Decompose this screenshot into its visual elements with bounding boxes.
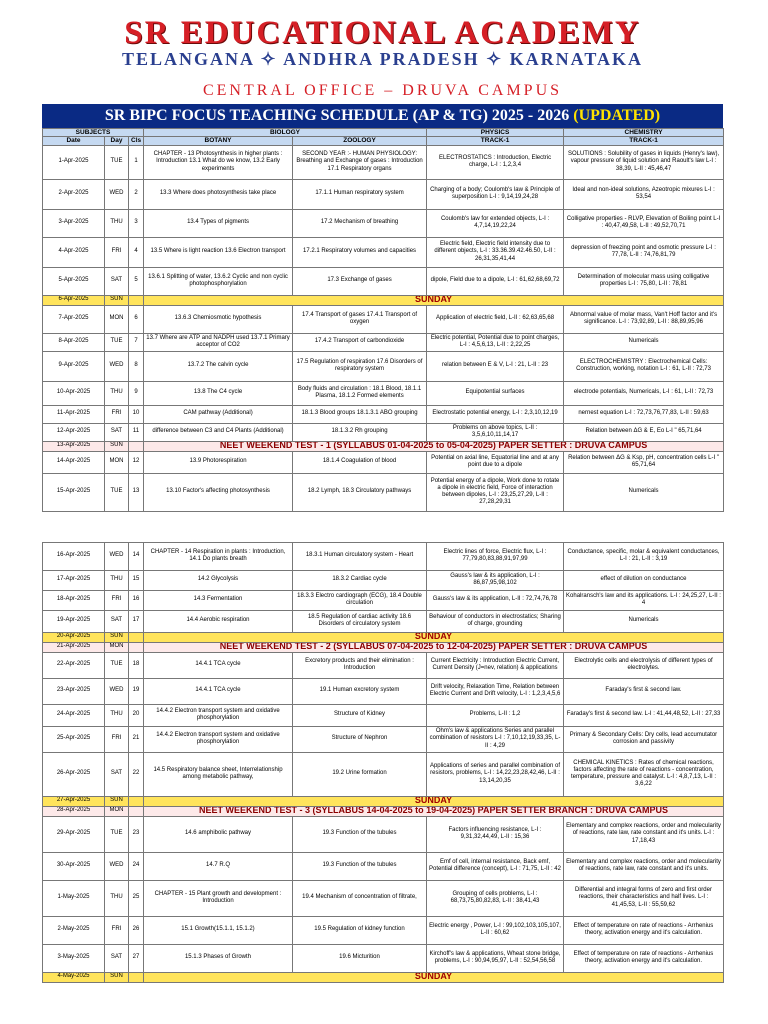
chemistry-cell: SOLUTIONS : Solubility of gases in liquids (Henry's law), vapour pressure of liquid solution and Raoult's law L-I : 38,39, L-II : 45,46,47 [564, 145, 724, 179]
physics-cell: Emf of cell, internal resistance, Back emf, Potential difference (concept), L-I : 71,75, L-II : 42 [427, 852, 564, 880]
date-cell: 16-Apr-2025 [43, 542, 105, 570]
weekend-test-row [43, 642, 724, 652]
cls-cell: 3 [129, 209, 144, 237]
cls-header: Cls [129, 137, 144, 145]
sunday-label: SUNDAY [144, 796, 724, 806]
day-cell: SUN [105, 295, 129, 305]
physics-cell: Electric lines of force, Electric flux, L-I : 77,79,80,83,88,91,97,99 [427, 542, 564, 570]
botany-cell: 14.6 amphibolic pathway [144, 816, 293, 852]
botany-cell: 13.9 Photorespiration [144, 451, 293, 473]
table-row [43, 726, 724, 752]
chemistry-cell: nernest equation L-I : 72,73,76,77,83, L-II : 59,63 [564, 405, 724, 423]
day-cell: THU [105, 704, 129, 726]
date-cell: 3-Apr-2025 [43, 209, 105, 237]
botany-cell: 14.4.1 TCA cycle [144, 652, 293, 678]
zoology-cell: 18.1.3.2 Rh grouping [293, 423, 427, 441]
day-cell: FRI [105, 916, 129, 944]
day-cell: FRI [105, 590, 129, 610]
zoology-cell: 19.2 Urine formation [293, 752, 427, 796]
table-row [43, 752, 724, 796]
physics-cell: Problems on above topics, L-II : 3,5,6,10,11,14,17 [427, 423, 564, 441]
schedule-table-2 [42, 542, 724, 983]
chemistry-cell: Numericals [564, 333, 724, 351]
cls-cell: 18 [129, 652, 144, 678]
table-row [43, 305, 724, 333]
physics-cell: Problems, L-II : 1,2 [427, 704, 564, 726]
cls-cell: 21 [129, 726, 144, 752]
date-cell: 23-Apr-2025 [43, 678, 105, 704]
date-cell: 2-May-2025 [43, 916, 105, 944]
table-row [43, 267, 724, 295]
cls-cell [129, 632, 144, 642]
physics-cell: Kirchoff's law & applications, Wheat stone bridge, problems, L-I : 90,94,95,97, L-II : 52,54,56,58 [427, 944, 564, 972]
date-header: Date [43, 137, 105, 145]
day-cell: SUN [105, 972, 129, 982]
date-cell: 25-Apr-2025 [43, 726, 105, 752]
date-cell: 7-Apr-2025 [43, 305, 105, 333]
physics-cell: Gauss's law & its application, L-II : 72,74,76,78 [427, 590, 564, 610]
cls-cell: 14 [129, 542, 144, 570]
botany-cell: 13.10 Factor's affecting photosynthesis [144, 473, 293, 511]
page-break-gap [42, 512, 723, 542]
table-row [43, 237, 724, 267]
cls-cell: 26 [129, 916, 144, 944]
zoology-cell: 18.2 Lymph, 18.3 Circulatory pathways [293, 473, 427, 511]
physics-cell: Charging of a body; Coulomb's law & Principle of superposition L-I : 9,14,19,24,28 [427, 179, 564, 209]
table-row [43, 423, 724, 441]
date-cell: 4-Apr-2025 [43, 237, 105, 267]
day-cell: FRI [105, 237, 129, 267]
cls-cell: 12 [129, 451, 144, 473]
physics-cell: Electrostatic potential energy, L-I : 2,3,10,12,19 [427, 405, 564, 423]
botany-cell: CAM pathway (Additional) [144, 405, 293, 423]
table-row [43, 678, 724, 704]
date-cell: 27-Apr-2025 [43, 796, 105, 806]
day-cell: SAT [105, 610, 129, 632]
cls-cell [129, 972, 144, 982]
botany-cell: 15.1 Growth(15.1.1, 15.1.2) [144, 916, 293, 944]
day-cell: SUN [105, 441, 129, 451]
physics-cell: Factors influencing resistance, L-I : 9,31,32,44,49, L-II : 15,36 [427, 816, 564, 852]
cls-cell: 11 [129, 423, 144, 441]
date-cell: 28-Apr-2025 [43, 806, 105, 816]
botany-header: BOTANY [144, 137, 293, 145]
zoology-cell: 17.4.2 Transport of carbondioxide [293, 333, 427, 351]
weekend-test-row [43, 806, 724, 816]
day-cell: TUE [105, 145, 129, 179]
cls-cell: 7 [129, 333, 144, 351]
zoology-cell: 18.3.3 Electro cardiograph (ECG), 18.4 Double circulation [293, 590, 427, 610]
zoology-cell: Structure of Nephron [293, 726, 427, 752]
cls-cell: 17 [129, 610, 144, 632]
physics-cell: Coulomb's law for extended objects, L-I : 4,7,14,19,22,24 [427, 209, 564, 237]
chemistry-cell: Kohalransch's law and its applications. L-I : 24,25,27, L-II : 4 [564, 590, 724, 610]
chemistry-cell: Relation between ΔG & Ksp, pH, concentration cells L-I " 65,71,64 [564, 451, 724, 473]
chemistry-cell: Conductance, specific, molar & equivalent conductances, L-I : 21, L-II : 3,19 [564, 542, 724, 570]
physics-track-header: TRACK-1 [427, 137, 564, 145]
zoology-cell: 19.5 Regulation of kidney function [293, 916, 427, 944]
chemistry-cell: Numericals [564, 610, 724, 632]
date-cell: 2-Apr-2025 [43, 179, 105, 209]
table-row [43, 542, 724, 570]
day-cell: THU [105, 570, 129, 590]
cls-cell: 24 [129, 852, 144, 880]
chemistry-cell: Differential and integral forms of zero and first order reactions, their characteristics and half lives. L-I : 41,45,53, L-II : 55,59,62 [564, 880, 724, 916]
chemistry-cell: Numericals [564, 473, 724, 511]
biology-header: BIOLOGY [144, 129, 427, 137]
date-cell: 8-Apr-2025 [43, 333, 105, 351]
physics-header: PHYSICS [427, 129, 564, 137]
chemistry-cell: Ideal and non-ideal solutions, Azeotropic mixures L-I : 53,54 [564, 179, 724, 209]
sunday-row [43, 796, 724, 806]
academy-banner [42, 16, 723, 78]
table-row [43, 351, 724, 381]
cls-cell: 1 [129, 145, 144, 179]
physics-cell: ELECTROSTATICS : Introduction, Electric charge, L-I : 1,2,3,4 [427, 145, 564, 179]
date-cell: 5-Apr-2025 [43, 267, 105, 295]
botany-cell: 13.6.3 Chemiosmotic hypothesis [144, 305, 293, 333]
physics-cell: Grouping of cells problems, L-I : 68,73,75,80,82,83, L-II : 38,41,43 [427, 880, 564, 916]
schedule-title [42, 104, 723, 128]
day-cell: MON [105, 305, 129, 333]
chemistry-cell: Abnormal value of molar mass, Van't Hoff factor and it's significance. L-I : 73,92,89, L-II : 88,89,95,96 [564, 305, 724, 333]
date-cell: 14-Apr-2025 [43, 451, 105, 473]
physics-cell: Equipotential surfaces [427, 381, 564, 405]
chemistry-cell: electrode potentials, Numericals, L-I : 61, L-II : 72,73 [564, 381, 724, 405]
weekend-test-label: NEET WEEKEND TEST - 1 (SYLLABUS 01-04-2025 to 05-04-2025) PAPER SETTER : DRUVA CAMPUS [144, 441, 724, 451]
zoology-cell: 18.1.4 Coagulation of blood [293, 451, 427, 473]
botany-cell: 13.4 Types of pigments [144, 209, 293, 237]
zoology-cell: 18.5 Regulation of cardiac activity 18.6 Disorders of circulatory system [293, 610, 427, 632]
date-cell: 20-Apr-2025 [43, 632, 105, 642]
day-cell: TUE [105, 473, 129, 511]
cls-cell: 8 [129, 351, 144, 381]
physics-cell: Behaviour of conductors in electrostatics; Sharing of charge, grounding [427, 610, 564, 632]
botany-cell: 14.4.1 TCA cycle [144, 678, 293, 704]
botany-cell: 13.8 The C4 cycle [144, 381, 293, 405]
day-cell: FRI [105, 726, 129, 752]
physics-cell: Electric potential, Potential due to point charges, L-I : 4,5,6,13, L-II : 2,22,25 [427, 333, 564, 351]
table-row [43, 610, 724, 632]
schedule-table-1 [42, 128, 724, 512]
date-cell: 1-May-2025 [43, 880, 105, 916]
sunday-row [43, 632, 724, 642]
chemistry-cell: Relation between ΔG & E, Eo L-I " 65,71,64 [564, 423, 724, 441]
cls-cell [129, 796, 144, 806]
chemistry-cell: Primary & Secondary Cells: Dry cells, lead accumutator corrosion and passivity [564, 726, 724, 752]
date-cell: 29-Apr-2025 [43, 816, 105, 852]
zoology-cell: 17.4 Transport of gases 17.4.1 Transport of oxygen [293, 305, 427, 333]
date-cell: 3-May-2025 [43, 944, 105, 972]
cls-cell [129, 642, 144, 652]
chemistry-cell: ELECTROCHEMISTRY : Electrochemical Cells: Construction, working, notation L-I : 61, L-II : 72,73 [564, 351, 724, 381]
date-cell: 12-Apr-2025 [43, 423, 105, 441]
day-cell: THU [105, 209, 129, 237]
day-cell: WED [105, 542, 129, 570]
table-row [43, 451, 724, 473]
botany-cell: 14.5 Respiratory balance sheet, Interrelationship among metabolic pathway, [144, 752, 293, 796]
chemistry-cell: Determination of molecular mass using colligative properties L-I : 75,80, L-II : 78,81 [564, 267, 724, 295]
botany-cell: 13.5 Where is light reaction 13.6 Electron transport [144, 237, 293, 267]
physics-cell: Potential on axial line, Equatorial line and at any point due to a dipole [427, 451, 564, 473]
cls-cell: 16 [129, 590, 144, 610]
cls-cell: 9 [129, 381, 144, 405]
cls-cell: 27 [129, 944, 144, 972]
table-row [43, 209, 724, 237]
day-cell: TUE [105, 652, 129, 678]
cls-cell: 5 [129, 267, 144, 295]
physics-cell: Application of electric field, L-II : 62,63,65,68 [427, 305, 564, 333]
chemistry-cell: Effect of temperature on rate of reactions - Arrhenius theory, activation energy and it's calculation. [564, 916, 724, 944]
botany-cell: 14.3 Fermentation [144, 590, 293, 610]
day-cell: THU [105, 880, 129, 916]
cls-cell: 19 [129, 678, 144, 704]
physics-cell: relation between E & V, L-I : 21, L-II : 23 [427, 351, 564, 381]
zoology-cell: 19.1 Human excretory system [293, 678, 427, 704]
date-cell: 21-Apr-2025 [43, 642, 105, 652]
day-cell: TUE [105, 333, 129, 351]
zoology-cell: 18.3.2 Cardiac cycle [293, 570, 427, 590]
day-cell: TUE [105, 816, 129, 852]
date-cell: 11-Apr-2025 [43, 405, 105, 423]
day-cell: FRI [105, 405, 129, 423]
table-row [43, 570, 724, 590]
physics-cell: Potential energy of a dipole, Work done to rotate a dipole in electric field, Force of interaction between dipoles, L-I : 23,25,27,29, L-II : 27,28,29,31 [427, 473, 564, 511]
sunday-label: SUNDAY [144, 632, 724, 642]
day-cell: SAT [105, 752, 129, 796]
table-row [43, 179, 724, 209]
table-row [43, 333, 724, 351]
botany-cell: difference between C3 and C4 Plants (Additional) [144, 423, 293, 441]
chemistry-cell: effect of dilution on conductance [564, 570, 724, 590]
table-row [43, 381, 724, 405]
table-row [43, 590, 724, 610]
physics-cell: Electric energy , Power, L-I : 99,102,103,105,107, L-II : 60,62 [427, 916, 564, 944]
physics-cell: Electric field, Electric field intensity due to different objects, L-I : 33.36.39.42.46.50, L-II : 26,31,35,41,44 [427, 237, 564, 267]
zoology-header: ZOOLOGY [293, 137, 427, 145]
date-cell: 10-Apr-2025 [43, 381, 105, 405]
chemistry-cell: Elementary and complex reactions, order and molecularity of reactions, rate law, rate constant and it's units. [564, 852, 724, 880]
botany-cell: 13.7.2 The calvin cycle [144, 351, 293, 381]
zoology-cell: Structure of Kidney [293, 704, 427, 726]
zoology-cell: Body fluids and circulation : 18.1 Blood, 18.1.1 Plasma, 18.1.2 Formed elements [293, 381, 427, 405]
table-row [43, 145, 724, 179]
zoology-cell: 19.3 Function of the tubules [293, 852, 427, 880]
day-cell: WED [105, 351, 129, 381]
zoology-cell: 17.2.1 Respiratory volumes and capacities [293, 237, 427, 267]
weekend-test-label: NEET WEEKEND TEST - 2 (SYLLABUS 07-04-2025 to 12-04-2025) PAPER SETTER : DRUVA CAMPUS [144, 642, 724, 652]
schedule-page [42, 16, 723, 983]
date-cell: 9-Apr-2025 [43, 351, 105, 381]
zoology-cell: 17.1.1 Human respiratory system [293, 179, 427, 209]
date-cell: 17-Apr-2025 [43, 570, 105, 590]
table-row [43, 704, 724, 726]
physics-cell: Current Electricity : Introduction Electric Current, Current Density (J=nev, relation) & applications [427, 652, 564, 678]
cls-cell: 15 [129, 570, 144, 590]
table-row [43, 916, 724, 944]
weekend-test-label: NEET WEEKEND TEST - 3 (SYLLABUS 14-04-2025 to 19-04-2025) PAPER SETTER BRANCH : DRUVA CAMPUS [144, 806, 724, 816]
table-row [43, 816, 724, 852]
physics-cell: Gauss's law & its application, L-I : 86,87,95,98,102 [427, 570, 564, 590]
table-row [43, 880, 724, 916]
day-cell: MON [105, 806, 129, 816]
zoology-cell: 17.2 Mechanism of breathing [293, 209, 427, 237]
physics-cell: Ohm's law & applications Series and parallel combination of resistors L-I : 7,10,12,19,33,35, L-II : 4,29 [427, 726, 564, 752]
day-cell: SAT [105, 267, 129, 295]
day-cell: SUN [105, 796, 129, 806]
botany-cell: CHAPTER - 13 Photosynthesis in higher plants : Introduction 13.1 What do we know, 13.2 Early experiments [144, 145, 293, 179]
physics-cell: Drift velocity, Relaxation Time, Relation between Electric Current and Drift velocity, L-I : 1,2,3,4,5,6 [427, 678, 564, 704]
chemistry-cell: Electrolytic cells and electrolysis of different types of electrolytes. [564, 652, 724, 678]
date-cell: 6-Apr-2025 [43, 295, 105, 305]
cls-cell: 23 [129, 816, 144, 852]
weekend-test-row [43, 441, 724, 451]
table-row [43, 652, 724, 678]
states-line: TELANGANA ✧ ANDHRA PRADESH ✧ KARNATAKA [121, 49, 644, 69]
cls-cell [129, 295, 144, 305]
chemistry-cell: Effect of temperature on rate of reactions - Arrhenius theory, activation energy and it's calculation. [564, 944, 724, 972]
cls-cell: 4 [129, 237, 144, 267]
botany-cell: 13.6.1 Splitting of water, 13.6.2 Cyclic and non cyclic photophosphorylation [144, 267, 293, 295]
day-cell: WED [105, 678, 129, 704]
date-cell: 1-Apr-2025 [43, 145, 105, 179]
cls-cell [129, 441, 144, 451]
day-cell: THU [105, 381, 129, 405]
table-row [43, 473, 724, 511]
physics-cell: Applications of series and parallel combination of resistors, problems, L-I : 14,22,23,28,42,46, L-II : 13,14,20,35 [427, 752, 564, 796]
day-cell: MON [105, 451, 129, 473]
day-header: Day [105, 137, 129, 145]
zoology-cell: 18.1.3 Blood groups 18.1.3.1 ABO grouping [293, 405, 427, 423]
cls-cell: 25 [129, 880, 144, 916]
date-cell: 26-Apr-2025 [43, 752, 105, 796]
table-row [43, 405, 724, 423]
date-cell: 13-Apr-2025 [43, 441, 105, 451]
zoology-cell: 17.5 Regulation of respiration 17.6 Disorders of respiratory system [293, 351, 427, 381]
date-cell: 4-May-2025 [43, 972, 105, 982]
zoology-cell: 19.3 Function of the tubules [293, 816, 427, 852]
botany-cell: CHAPTER - 14 Respiration in plants : Introduction, 14.1 Do plants breath [144, 542, 293, 570]
sunday-row [43, 295, 724, 305]
subjects-header: SUBJECTS [43, 129, 144, 137]
day-cell: WED [105, 179, 129, 209]
zoology-cell: 18.3.1 Human circulatory system - Heart [293, 542, 427, 570]
sunday-label: SUNDAY [144, 972, 724, 982]
botany-cell: 14.4.2 Electron transport system and oxidative phosphorylation [144, 726, 293, 752]
cls-cell: 22 [129, 752, 144, 796]
chemistry-cell: depression of freezing point and osmotic pressure L-I : 77,78, L-II : 74,76,81,79 [564, 237, 724, 267]
chemistry-cell: Faraday's first & second law. L-I : 41,44,48,52, L-II : 27,33 [564, 704, 724, 726]
cls-cell: 2 [129, 179, 144, 209]
physics-cell: dipole, Field due to a dipole, L-I : 61,62,68,69,72 [427, 267, 564, 295]
updated-tag: (UPDATED) [573, 107, 661, 124]
cls-cell: 10 [129, 405, 144, 423]
botany-cell: 14.4 Aerobic respiration [144, 610, 293, 632]
day-cell: SUN [105, 632, 129, 642]
botany-cell: 13.7 Where are ATP and NADPH used 13.7.1 Primary acceptor of CO2 [144, 333, 293, 351]
sunday-label: SUNDAY [144, 295, 724, 305]
sunday-row [43, 972, 724, 982]
cls-cell [129, 806, 144, 816]
day-cell: MON [105, 642, 129, 652]
zoology-cell: 17.3 Exchange of gases [293, 267, 427, 295]
zoology-cell: Excretory products and their elimination : Introduction [293, 652, 427, 678]
botany-cell: 15.1.3 Phases of Growth [144, 944, 293, 972]
zoology-cell: 19.6 Micturition [293, 944, 427, 972]
academy-name: SR EDUCATIONAL ACADEMY [124, 15, 641, 51]
day-cell: SAT [105, 944, 129, 972]
date-cell: 30-Apr-2025 [43, 852, 105, 880]
date-cell: 18-Apr-2025 [43, 590, 105, 610]
botany-cell: 14.7 R.Q [144, 852, 293, 880]
day-cell: WED [105, 852, 129, 880]
cls-cell: 13 [129, 473, 144, 511]
zoology-cell: 19.4 Mechanism of concentration of filtrate, [293, 880, 427, 916]
date-cell: 22-Apr-2025 [43, 652, 105, 678]
chemistry-track-header: TRACK-1 [564, 137, 724, 145]
day-cell: SAT [105, 423, 129, 441]
chemistry-cell: CHEMICAL KINETICS : Rates of chemical reactions, factors affecting the rate of reactions - concentration, temperature, pressure and catalyst. L-I : 4,8,7,13, L-II : 3,6,22 [564, 752, 724, 796]
chemistry-cell: Faraday's first & second law. [564, 678, 724, 704]
cls-cell: 20 [129, 704, 144, 726]
cls-cell: 6 [129, 305, 144, 333]
table-row [43, 944, 724, 972]
botany-cell: 14.2 Glycolysis [144, 570, 293, 590]
campus-line: CENTRAL OFFICE – DRUVA CAMPUS [202, 82, 563, 99]
date-cell: 24-Apr-2025 [43, 704, 105, 726]
botany-cell: 13.3 Where does photosynthesis take place [144, 179, 293, 209]
zoology-cell: SECOND YEAR :- HUMAN PHYSIOLOGY: Breathing and Exchange of gases : Introduction 17.1 Respiratory organs [293, 145, 427, 179]
schedule-title-text: SR BIPC FOCUS TEACHING SCHEDULE (AP & TG) 2025 - 2026 [104, 107, 570, 124]
chemistry-header: CHEMISTRY [564, 129, 724, 137]
botany-cell: CHAPTER - 15 Plant growth and development : Introduction [144, 880, 293, 916]
date-cell: 15-Apr-2025 [43, 473, 105, 511]
table-row [43, 852, 724, 880]
chemistry-cell: Elementary and complex reactions, order and molecularity of reactions, rate law, rate constant and it's units. L-I : 17,18,43 [564, 816, 724, 852]
date-cell: 19-Apr-2025 [43, 610, 105, 632]
botany-cell: 14.4.2 Electron transport system and oxidative phosphorylation [144, 704, 293, 726]
chemistry-cell: Colligative properties - RLVP, Elevation of Boiling point L-I : 40,47,49,58, L-II : 49,52,70,71 [564, 209, 724, 237]
